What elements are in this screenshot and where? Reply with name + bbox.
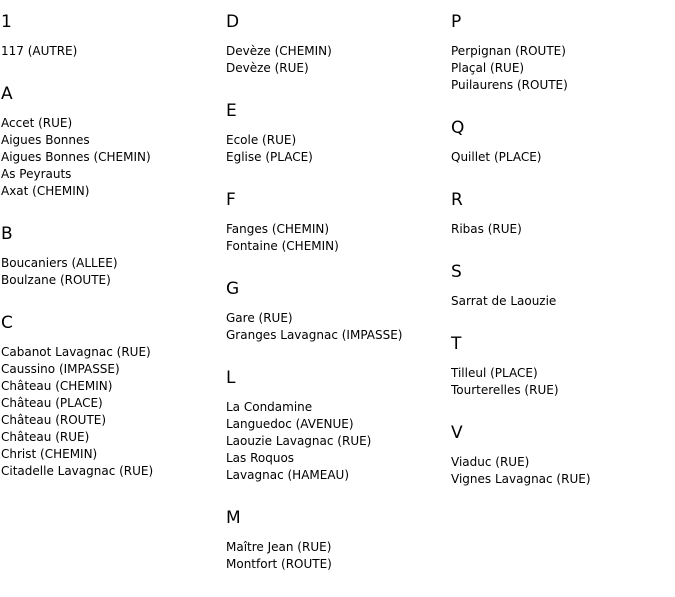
street-list bbox=[1, 43, 226, 60]
section-letter-heading: C bbox=[1, 313, 13, 333]
section-letter-heading: Q bbox=[451, 118, 465, 138]
section-letter-heading: E bbox=[226, 101, 237, 121]
letter-section-b bbox=[1, 224, 226, 289]
section-letter-heading: G bbox=[226, 279, 240, 299]
street-link-deveze-chemin[interactable]: Devèze (CHEMIN) bbox=[226, 44, 332, 58]
street-link-boulzane-route[interactable]: Boulzane (ROUTE) bbox=[1, 273, 111, 287]
street-link-tourterelles-rue[interactable]: Tourterelles (RUE) bbox=[451, 383, 559, 397]
street-link-la-condamine[interactable]: La Condamine bbox=[226, 400, 313, 414]
street-link-las-roquos[interactable]: Las Roquos bbox=[226, 451, 295, 465]
street-list bbox=[451, 454, 675, 488]
letter-section-s bbox=[451, 262, 675, 310]
street-link-deveze-rue[interactable]: Devèze (RUE) bbox=[226, 61, 309, 75]
street-list bbox=[451, 293, 675, 310]
street-link-as-peyrauts[interactable]: As Peyrauts bbox=[1, 167, 72, 181]
street-list bbox=[226, 310, 451, 344]
street-list bbox=[1, 344, 226, 480]
street-link-ribas-rue[interactable]: Ribas (RUE) bbox=[451, 222, 522, 236]
index-column-3 bbox=[451, 0, 675, 512]
street-link-axat-chemin[interactable]: Axat (CHEMIN) bbox=[1, 184, 90, 198]
letter-section-v bbox=[451, 423, 675, 488]
section-letter-heading: P bbox=[451, 12, 462, 32]
section-letter-heading: V bbox=[451, 423, 463, 443]
letter-section-1 bbox=[1, 12, 226, 60]
street-link-quillet-place[interactable]: Quillet (PLACE) bbox=[451, 150, 542, 164]
street-link-chateau-chemin[interactable]: Château (CHEMIN) bbox=[1, 379, 113, 393]
section-letter-heading: F bbox=[226, 190, 236, 210]
street-list bbox=[451, 221, 675, 238]
letter-section-g bbox=[226, 279, 451, 344]
street-list bbox=[451, 149, 675, 166]
street-link-caussino-impasse[interactable]: Caussino (IMPASSE) bbox=[1, 362, 120, 376]
street-list bbox=[226, 132, 451, 166]
letter-section-q bbox=[451, 118, 675, 166]
street-link-chateau-route[interactable]: Château (ROUTE) bbox=[1, 413, 107, 427]
letter-section-d bbox=[226, 12, 451, 77]
letter-section-f bbox=[226, 190, 451, 255]
letter-section-l bbox=[226, 368, 451, 484]
section-letter-heading: M bbox=[226, 508, 241, 528]
street-list bbox=[226, 43, 451, 77]
section-letter-heading: 1 bbox=[1, 12, 12, 32]
street-link-boucaniers-allee[interactable]: Boucaniers (ALLEE) bbox=[1, 256, 118, 270]
street-link-puilaurens-route[interactable]: Puilaurens (ROUTE) bbox=[451, 78, 568, 92]
street-link-viaduc-rue[interactable]: Viaduc (RUE) bbox=[451, 455, 530, 469]
street-link-christ-chemin[interactable]: Christ (CHEMIN) bbox=[1, 447, 98, 461]
street-link-fanges-chemin[interactable]: Fanges (CHEMIN) bbox=[226, 222, 330, 236]
letter-section-e bbox=[226, 101, 451, 166]
section-letter-heading: B bbox=[1, 224, 13, 244]
street-link-laouzie-lavagnac-rue[interactable]: Laouzie Lavagnac (RUE) bbox=[226, 434, 372, 448]
letter-section-a bbox=[1, 84, 226, 200]
street-link-vignes-lavagnac-rue[interactable]: Vignes Lavagnac (RUE) bbox=[451, 472, 591, 486]
street-link-placal-rue[interactable]: Plaçal (RUE) bbox=[451, 61, 525, 75]
street-list bbox=[226, 221, 451, 255]
street-link-cabanot-lavagnac-rue[interactable]: Cabanot Lavagnac (RUE) bbox=[1, 345, 151, 359]
street-link-maitre-jean-rue[interactable]: Maître Jean (RUE) bbox=[226, 540, 332, 554]
section-letter-heading: R bbox=[451, 190, 463, 210]
street-link-117-autre[interactable]: 117 (AUTRE) bbox=[1, 44, 78, 58]
street-link-aigues-bonnes[interactable]: Aigues Bonnes bbox=[1, 133, 90, 147]
street-link-aigues-bonnes-chemin[interactable]: Aigues Bonnes (CHEMIN) bbox=[1, 150, 151, 164]
street-link-fontaine-chemin[interactable]: Fontaine (CHEMIN) bbox=[226, 239, 339, 253]
street-link-languedoc-avenue[interactable]: Languedoc (AVENUE) bbox=[226, 417, 354, 431]
street-link-chateau-rue[interactable]: Château (RUE) bbox=[1, 430, 90, 444]
street-link-ecole-rue[interactable]: Ecole (RUE) bbox=[226, 133, 297, 147]
street-link-tilleul-place[interactable]: Tilleul (PLACE) bbox=[451, 366, 538, 380]
street-link-citadelle-lavagnac-rue[interactable]: Citadelle Lavagnac (RUE) bbox=[1, 464, 154, 478]
letter-section-p bbox=[451, 12, 675, 94]
section-letter-heading: T bbox=[451, 334, 462, 354]
letter-section-m bbox=[226, 508, 451, 573]
index-column-2 bbox=[226, 0, 451, 597]
letter-section-r bbox=[451, 190, 675, 238]
section-letter-heading: L bbox=[226, 368, 236, 388]
letter-section-t bbox=[451, 334, 675, 399]
letter-section-c bbox=[1, 313, 226, 480]
street-list bbox=[1, 255, 226, 289]
street-link-perpignan-route[interactable]: Perpignan (ROUTE) bbox=[451, 44, 566, 58]
street-link-montfort-route[interactable]: Montfort (ROUTE) bbox=[226, 557, 332, 571]
street-list bbox=[451, 43, 675, 94]
street-list bbox=[1, 115, 226, 200]
section-letter-heading: D bbox=[226, 12, 240, 32]
street-list bbox=[451, 365, 675, 399]
street-link-accet-rue[interactable]: Accet (RUE) bbox=[1, 116, 73, 130]
section-letter-heading: S bbox=[451, 262, 462, 282]
index-column-1 bbox=[1, 0, 226, 504]
street-link-sarrat-de-laouzie[interactable]: Sarrat de Laouzie bbox=[451, 294, 557, 308]
street-link-granges-lavagnac-impasse[interactable]: Granges Lavagnac (IMPASSE) bbox=[226, 328, 403, 342]
section-letter-heading: A bbox=[1, 84, 13, 104]
street-list bbox=[226, 539, 451, 573]
street-link-eglise-place[interactable]: Eglise (PLACE) bbox=[226, 150, 313, 164]
street-link-lavagnac-hameau[interactable]: Lavagnac (HAMEAU) bbox=[226, 468, 350, 482]
street-link-gare-rue[interactable]: Gare (RUE) bbox=[226, 311, 293, 325]
street-list bbox=[226, 399, 451, 484]
street-link-chateau-place[interactable]: Château (PLACE) bbox=[1, 396, 103, 410]
